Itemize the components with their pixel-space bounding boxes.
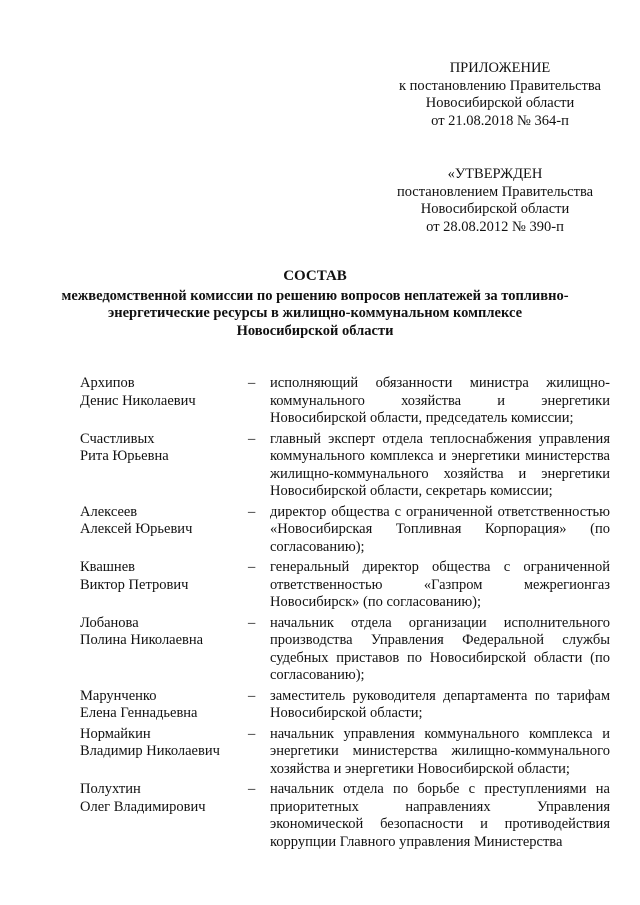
member-role: генеральный директор общества с ограниченной ответственностью «Газпром межрегионгаз Новосибирск» (по согласованию); [270,559,610,610]
appendix-decree-ref: к постановлению Правительства [399,77,601,94]
appendix-label: ПРИЛОЖЕНИЕ [449,60,551,76]
member-row [80,431,610,501]
member-name [80,559,248,612]
member-dash: – [248,781,256,797]
member-name [80,431,248,501]
member-row [80,504,610,557]
member-role: начальник управления коммунального комплекса и энергетики министерства жилищно-коммунального хозяйства и энергетики Новосибирской области; [270,725,610,777]
member-row [80,559,610,612]
approved-region: Новосибирской области [420,201,570,217]
member-given-name: Денис Николаевич [80,392,196,409]
member-dash: – [248,687,256,704]
member-given-name: Елена Геннадьевна [80,705,198,721]
member-surname: Лобанова [80,614,139,631]
member-dash: – [248,614,256,631]
member-given-name: Алексей Юрьевич [80,521,193,537]
member-row [80,615,610,685]
member-row [80,781,610,851]
member-surname: Счастливых [80,430,155,447]
member-role: главный эксперт отдела теплоснабжения управления коммунального комплекса и энергетики министерства жилищно-коммунального хозяйства и энергетики Новосибирской области, секретарь комиссии; [270,430,610,499]
member-row [80,375,610,428]
member-given-name: Виктор Петрович [80,576,189,593]
title-main: СОСТАВ [283,268,347,284]
members-list [80,375,610,854]
member-surname: Марунченко [80,687,157,704]
member-given-name: Олег Владимирович [80,798,206,815]
member-surname: Квашнев [80,559,135,575]
member-dash: – [248,559,256,575]
member-row [80,688,610,723]
member-role: заместитель руководителя департамента по тарифам Новосибирской области; [270,687,610,721]
approved-header [360,166,630,236]
member-role: начальник отдела по борьбе с преступлениями на приоритетных направлениях Управления экономической безопасности и противодействия коррупции Главного управления Министерства [270,781,610,850]
member-dash: – [248,430,256,447]
member-row [80,726,610,779]
member-name [80,504,248,557]
member-surname: Нормайкин [80,725,151,742]
member-role: начальник отдела организации исполнительного производства Управления Федеральной службы судебных приставов по Новосибирской области (по согласованию); [270,614,610,683]
member-given-name: Рита Юрьевна [80,448,169,464]
member-role: директор общества с ограниченной ответственностью «Новосибирская Топливная Корпорация» (по согласованию); [270,503,610,555]
member-name [80,615,248,685]
member-name [80,726,248,779]
member-given-name: Полина Николаевна [80,632,204,648]
approved-label: «УТВЕРЖДЕН [447,166,543,182]
member-given-name: Владимир Николаевич [80,743,220,759]
member-name [80,781,248,851]
member-dash: – [248,725,256,742]
appendix-date-number: от 21.08.2018 № 364-п [431,112,569,129]
member-name [80,375,248,428]
member-name [80,688,248,723]
member-surname: Полухтин [80,781,141,797]
approved-date-number: от 28.08.2012 № 390-п [426,218,564,235]
member-role: исполняющий обязанности министра жилищно-коммунального хозяйства и энергетики Новосибирской области, председатель комиссии; [270,375,610,426]
member-dash: – [248,503,256,520]
appendix-header [370,60,630,130]
member-surname: Алексеев [80,503,138,520]
approved-decree-ref: постановлением Правительства [396,183,594,200]
appendix-region: Новосибирской области [425,95,575,111]
member-surname: Архипов [80,375,135,391]
title-subtitle: межведомственной комиссии по решению вопросов неплатежей за топливно-энергетические ресурсы в жилищно-коммунальном комплексе Новосибирской области [61,287,569,339]
member-dash: – [248,375,256,391]
document-title [60,268,570,340]
